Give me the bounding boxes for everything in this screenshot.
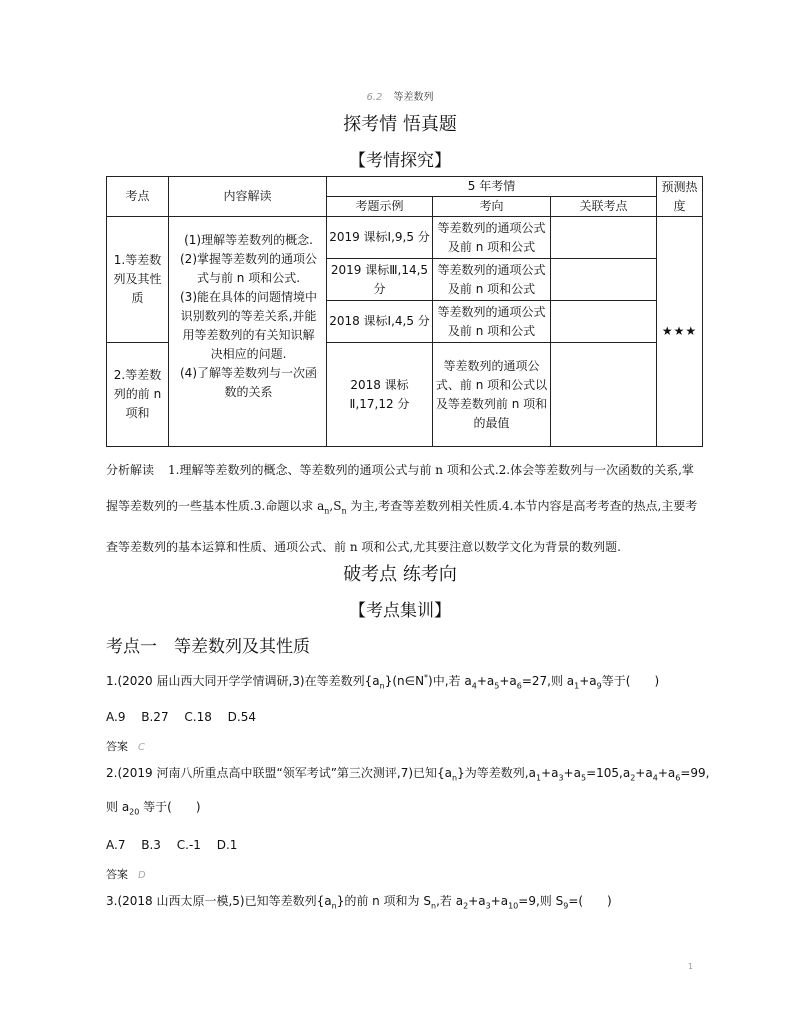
content-line: 用等差数列的有关知识解 [182, 328, 315, 342]
heat-cell [657, 217, 703, 447]
content-line: (2)掌握等差数列的通项公 [180, 252, 317, 266]
section-title: 等差数列 [393, 92, 434, 103]
chapter-header [0, 88, 800, 103]
related-cell [551, 343, 657, 447]
direction-cell: 等差数列的通项公式及前 n 项和公式 [433, 301, 551, 343]
question-2-options: A.7 B.3 C.-1 D.1 [106, 838, 238, 852]
direction-cell: 等差数列的通项公式及前 n 项和公式 [433, 217, 551, 259]
related-cell [551, 301, 657, 343]
section-number: 6.2 [366, 92, 383, 103]
example-cell: 2019 课标Ⅰ,9,5 分 [327, 217, 433, 259]
example-cell: 2019 课标Ⅲ,14,5 分 [327, 259, 433, 301]
kaodian-1: 1.等差数列及其性质 [107, 217, 169, 343]
related-cell [551, 217, 657, 259]
question-1: 1.(2020 届山西大同开学学情调研,3)在等差数列$\{a_n\}(n\in N^*)$中,若 $a_4+a_5+a_6=27$,则 $a_1+a_9$等于( ) [106, 673, 660, 691]
analysis-paragraph: 分析解读 1.理解等差数列的概念、等差数列的通项公式与前 n 项和公式.2.体会等差数列与一次函数的关系,掌握等差数列的一些基本性质.3.命题以求 $a_n,S_n$ 为主,考查等差数列相关性质.4.本节内容是高考考查的热点,主要考查等差数列的基本运算和性质、通项公式、前 n 项和公式,尤其要注意以数学文化为背景的数列题. [106, 463, 698, 555]
analysis-label: 分析解读 [106, 463, 155, 477]
header-kaoxiang: 考向 [433, 197, 551, 217]
question-2-line2: 则 $a_{20}$ 等于( ) [106, 800, 201, 817]
question-3: 3.(2018 山西太原一模,5)已知等差数列$\{a_n\}$的前 n 项和为 $S_n$,若 $a_2+a_3+a_{10}=9$,则 $S_9=$( ) [106, 894, 612, 911]
question-1-options: A.9 B.27 C.18 D.54 [106, 710, 256, 724]
header-kaodian: 考点 [107, 177, 169, 217]
header-guanlian: 关联考点 [551, 197, 657, 217]
direction-cell: 等差数列的通项公式及前 n 项和公式 [433, 259, 551, 301]
content-line: (4)了解等差数列与一次函 [180, 366, 317, 380]
content-lines [171, 231, 324, 402]
answer-value: D [138, 870, 146, 881]
content-line: 数的关系 [224, 385, 273, 399]
answer-value: C [138, 742, 145, 753]
kaoqing-table [106, 176, 703, 447]
section-heading: 考点一 等差数列及其性质 [106, 637, 310, 657]
answer-1: 答案 C [106, 740, 145, 753]
header-yuce: 预测热度 [657, 177, 703, 217]
content-line: (3)能在具体的问题情境中 [180, 290, 317, 304]
content-line: 式与前 n 项和公式. [196, 271, 301, 285]
header-wunian: 5 年考情 [327, 177, 657, 197]
content-line: 决相应的问题. [210, 347, 287, 361]
header-neirong: 内容解读 [169, 177, 327, 217]
header-shili: 考题示例 [327, 197, 433, 217]
content-cell [169, 217, 327, 447]
content-line: 识别数列的等差关系,并能 [180, 309, 317, 323]
title-jixun: 【考点集训】 [349, 601, 451, 621]
kaodian-2: 2.等差数列的前 n 项和 [107, 343, 169, 447]
related-cell [551, 259, 657, 301]
page-number: 1 [688, 962, 694, 971]
example-cell: 2018 课标Ⅱ,17,12 分 [327, 343, 433, 447]
example-cell: 2018 课标Ⅰ,4,5 分 [327, 301, 433, 343]
title-tankao: 探考情 悟真题 [343, 114, 457, 135]
title-kaoqing: 【考情探究】 [349, 151, 451, 171]
direction-cell: 等差数列的通项公式、前 n 项和公式以及等差数列前 n 项和的最值 [433, 343, 551, 447]
answer-2: 答案 D [106, 868, 146, 881]
content-line: (1)理解等差数列的概念. [184, 233, 313, 247]
title-pokaodian: 破考点 练考向 [343, 564, 457, 585]
question-2: 2.(2019 河南八所重点高中联盟“领军考试”第三次测评,7)已知$\{a_n\}$为等差数列$,a_1+a_3+a_5=105,a_2+a_4+a_6=99$, [106, 766, 710, 783]
star-rating: ★★★ [661, 324, 698, 338]
